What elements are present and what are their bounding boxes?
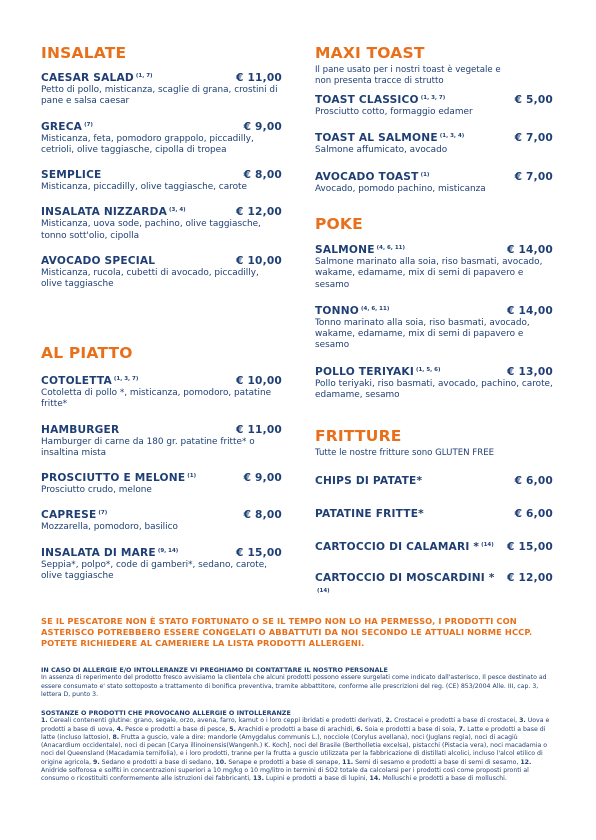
item-price: € 7,00 [514, 132, 553, 145]
item-price: € 8,00 [243, 509, 282, 522]
allergen-codes: (1) [420, 171, 430, 178]
item-name-text: POLLO TERIYAKI [315, 365, 414, 378]
menu-item [315, 303, 553, 352]
item-description: Pollo teriyaki, riso basmati, avocado, pachino, carote, edamame, sesamo [315, 378, 553, 401]
menu-item [41, 422, 282, 460]
item-name [315, 242, 405, 257]
allergen-codes: (4, 6, 11) [376, 245, 405, 251]
item-description: Petto di pollo, misticanza, scaglie di grana, crostini di pane e salsa caesar [41, 85, 278, 107]
item-description: Misticanza, feta, pomodoro grappolo, piccadilly, cetrioli, olive taggiasche, cipolla di tropea [41, 133, 254, 155]
menu-item [315, 506, 553, 521]
allergen-codes: (1, 5, 6) [415, 366, 441, 373]
item-name-text: CARTOCCIO DI CALAMARI * [315, 541, 480, 553]
frozen-products-warning: SE IL PESCATORE NON È STATO FORTUNATO O SE IL TEMPO NON LO HA PERMESSO, I PRODOTTI CON ASTERISCO POTREBBERO ESSERE CONGELATI O ABBATTUTI DA NOI SECONDO LE ATTUALI NORME HCCP. POTETE RICHIEDERE AL CAMERIERE LA LISTA PRODOTTI ALLERGENI. [41, 616, 533, 649]
item-name [41, 119, 93, 134]
left-column [41, 43, 282, 582]
item-description: Misticanza, rucola, cubetti di avocado, piccadilly, olive taggiasche [41, 268, 259, 290]
item-description: Prosciutto crudo, melone [41, 485, 152, 496]
item-price: € 9,00 [243, 120, 282, 133]
substance-item: 9. Sedano e prodotti a base di sedano, [93, 758, 216, 766]
item-description: Hamburger di carne da 180 gr. patatine fritte* o insaltina mista [41, 436, 255, 458]
allergen-codes: (1, 3, 7) [113, 376, 139, 382]
item-name [315, 130, 464, 145]
menu-item [315, 539, 553, 554]
item-name-text: CAPRESE [41, 509, 97, 522]
section-note: Tutte le nostre fritture sono GLUTEN FREE [315, 448, 495, 458]
item-price: € 15,00 [236, 546, 282, 559]
allergen-codes: (1) [187, 473, 197, 480]
substance-item: 14. Molluschi e prodotti a base di molluschi. [369, 775, 507, 783]
item-description: Misticanza, piccadilly, olive taggiasche, carote [41, 182, 247, 193]
item-name-text: TONNO [315, 304, 359, 317]
item-price: € 5,00 [514, 94, 553, 106]
item-price: € 11,00 [236, 423, 282, 436]
item-name-text: CHIPS DI PATATE* [315, 475, 423, 487]
item-name-text: TOAST AL SALMONE [315, 132, 438, 145]
allergen-codes: (1, 3, 4) [439, 133, 465, 140]
allergen-codes: (14) [481, 542, 494, 548]
menu-item [315, 242, 553, 291]
item-price: € 8,00 [243, 169, 282, 182]
allergy-info [41, 666, 554, 699]
item-name-text: GRECA [41, 120, 83, 133]
item-name-text: AVOCADO TOAST [315, 170, 419, 183]
item-description: Misticanza, uova sode, pachino, olive taggiasche, tonno sott'olio, cipolla [41, 219, 261, 241]
item-name-text: INSALATA NIZZARDA [41, 206, 167, 219]
item-name [41, 70, 153, 85]
item-name [315, 303, 389, 318]
item-name [315, 473, 424, 488]
item-description: Mozzarella, pomodoro, basilico [41, 522, 178, 533]
menu-item [41, 204, 282, 242]
allergen-codes: (1, 3, 7) [420, 95, 446, 101]
item-price: € 10,00 [236, 255, 282, 268]
section-maxi-toast [315, 43, 553, 195]
substance-item: 10. Senape e prodotti a base di senape, [215, 758, 343, 766]
item-name [315, 364, 441, 379]
allergen-codes: (14) [317, 588, 330, 594]
substance-item: 3. Uova e prodotti a base di uova, [41, 717, 550, 733]
item-name [315, 539, 494, 554]
item-name-text: TOAST CLASSICO [315, 94, 419, 106]
item-price: € 13,00 [507, 365, 553, 378]
section-poke [315, 214, 553, 401]
item-description: Tonno marinato alla soia, riso basmati, avocado, wakame, edamame, mix di semi di papavero e sesamo [315, 317, 530, 351]
menu-item [315, 92, 553, 118]
section-insalate [41, 43, 282, 291]
item-description: Cotoletta di pollo *, misticanza, pomodoro, patatine fritte* [41, 388, 272, 410]
section-title: AL PIATTO [41, 344, 133, 362]
section-title: INSALATE [41, 44, 127, 62]
allergen-codes: (9, 14) [157, 547, 179, 554]
item-name-text: SALMONE [315, 244, 375, 256]
item-description: Prosciutto cotto, formaggio edamer [315, 107, 473, 117]
allergy-text: In assenza di reperimento del prodotto fresco avvisiamo la clientela che alcuni prodotti possono essere surgelati come indicato dall'asterisco, Il pesce destinato ad essere consumato e' stato sottoposto a trattamento di bonifica preventiva, tramite abbattitore, conforme alle prescrizioni del reg. (CE) 853/2004 Alle. III, cap. 3, lettera D, punto 3. [41, 674, 547, 698]
item-price: € 14,00 [507, 244, 553, 256]
section-note: Il pane usato per i nostri toast è vegetale e non presenta tracce di strutto [315, 65, 501, 86]
item-price: € 14,00 [507, 304, 553, 317]
substances-title: SOSTANZE O PRODOTTI CHE PROVOCANO ALLERGIE O INTOLLERANZE [41, 709, 291, 717]
section-fritture [315, 426, 553, 600]
menu-item [41, 253, 282, 291]
item-price: € 15,00 [507, 541, 553, 553]
item-name-text: PATATINE FRITTE* [315, 508, 424, 520]
item-name [41, 422, 121, 437]
item-description: Avocado, pomodo pachino, misticanza [315, 183, 486, 194]
item-name [41, 167, 103, 182]
menu-item [315, 169, 553, 195]
item-price: € 7,00 [514, 170, 553, 183]
menu-item [41, 167, 282, 193]
item-name [315, 92, 445, 107]
menu-item [41, 545, 282, 583]
menu-item [41, 70, 282, 108]
item-price: € 10,00 [236, 375, 282, 387]
menu-item [315, 473, 553, 488]
item-price: € 6,00 [514, 508, 553, 520]
menu-item [315, 572, 553, 600]
allergen-codes: (7) [84, 121, 93, 128]
section-title: FRITTURE [315, 427, 402, 445]
item-name-text: PROSCIUTTO E MELONE [41, 472, 186, 485]
substance-item: 2. Crostacei e prodotti a base di crostacei, [385, 717, 520, 725]
substance-item: 4. Pesce e prodotti a base di pesce, [116, 725, 230, 733]
item-name-text: CARTOCCIO DI MOSCARDINI * [315, 572, 495, 584]
item-name-text: COTOLETTA [41, 375, 112, 387]
substance-item: 1. Cereali contenenti glutine: grano, segale, orzo, avena, farro, kamut o i loro ceppi ibridati e prodotti derivati, [41, 717, 386, 725]
item-price: € 12,00 [507, 572, 553, 584]
item-name-text: CAESAR SALAD [41, 72, 134, 84]
substance-item: 5. Arachidi e prodotti a base di arachidi, [229, 725, 357, 733]
item-description: Salmone affumicato, avocado [315, 145, 448, 156]
item-name [41, 204, 186, 219]
allergen-codes: (7) [98, 510, 108, 517]
item-name-text: HAMBURGER [41, 423, 120, 436]
section-title: MAXI TOAST [315, 44, 425, 62]
menu-item [315, 364, 553, 402]
allergen-codes: (3, 4) [168, 207, 186, 214]
substance-item: 8. Frutta a guscio, vale a dire: mandorle (Amygdalus communis L.), nocciole (Corylus avellana), noci (Juglans regia), noci di acagiù (Anacardium occidentale), noci di pecan [Carya illinoinensis(Wangenh.) K. Koch], noci del Brasile (Bertholletia excelsa), pistacchi (Pistacia vera), noci macadamia o noci del Queensland (Macadamia ternifolia), e i loro prodotti, tranne per la frutta a guscio utilizzata per la fabbricazione di distillati alcolici, incluso l'alcol etilico di origine agricola, [41, 733, 547, 766]
menu-item [315, 130, 553, 156]
item-description: Seppia*, polpo*, code di gamberi*, sedano, carote, olive taggiasche [41, 559, 267, 582]
item-price: € 12,00 [236, 206, 282, 219]
menu-item [41, 119, 282, 157]
item-name [41, 545, 178, 560]
substance-item: 6. Soia e prodotti a base di soia, [356, 725, 459, 733]
allergen-codes: (4, 6, 11) [360, 305, 390, 312]
item-price: € 9,00 [243, 472, 282, 485]
menu-item [41, 470, 282, 496]
substance-item: 13. Lupini e prodotti a base di lupini, [252, 775, 370, 783]
menu-item [41, 373, 282, 411]
section-al-piatto [41, 343, 282, 582]
allergy-title: IN CASO DI ALLERGIE E/O INTOLLERANZE VI PREGHIAMO DI CONTATTARE IL NOSTRO PERSONALE [41, 666, 388, 674]
item-price: € 11,00 [236, 72, 282, 84]
menu-item [41, 507, 282, 533]
item-name-text: INSALATA DI MARE [41, 546, 156, 559]
item-description: Salmone marinato alla soia, riso basmati, avocado, wakame, edamame, mix di semi di papavero e sesamo [315, 257, 543, 290]
item-name [41, 373, 138, 388]
substance-item: 11. Semi di sesamo e prodotti a base di semi di sesamo, [342, 758, 521, 766]
item-name [315, 169, 429, 184]
item-name [315, 506, 426, 521]
substance-item: 7. Latte e prodotti a base di latte (incluso lattosio), [41, 725, 546, 741]
item-name-text: SEMPLICE [41, 169, 102, 182]
item-name [315, 572, 507, 600]
allergen-codes: (1, 7) [135, 73, 153, 79]
allergen-substances [41, 709, 554, 784]
substance-item: 12. Anidride solforosa e solfiti in concentrazioni superiori a 10 mg/kg o 10 mg/litro in termini di SO2 totale da calcolarsi per i prodotti così come proposti pronti al consumo o ricostituiti conformemente alle istruzioni dei fabbricanti, [41, 758, 532, 783]
item-name-text: AVOCADO SPECIAL [41, 255, 156, 268]
substances-list [41, 717, 554, 783]
item-name [41, 253, 157, 268]
section-title: POKE [315, 215, 363, 233]
right-column [315, 43, 553, 594]
item-name [41, 470, 196, 485]
item-name [41, 507, 107, 522]
item-price: € 6,00 [514, 475, 553, 487]
